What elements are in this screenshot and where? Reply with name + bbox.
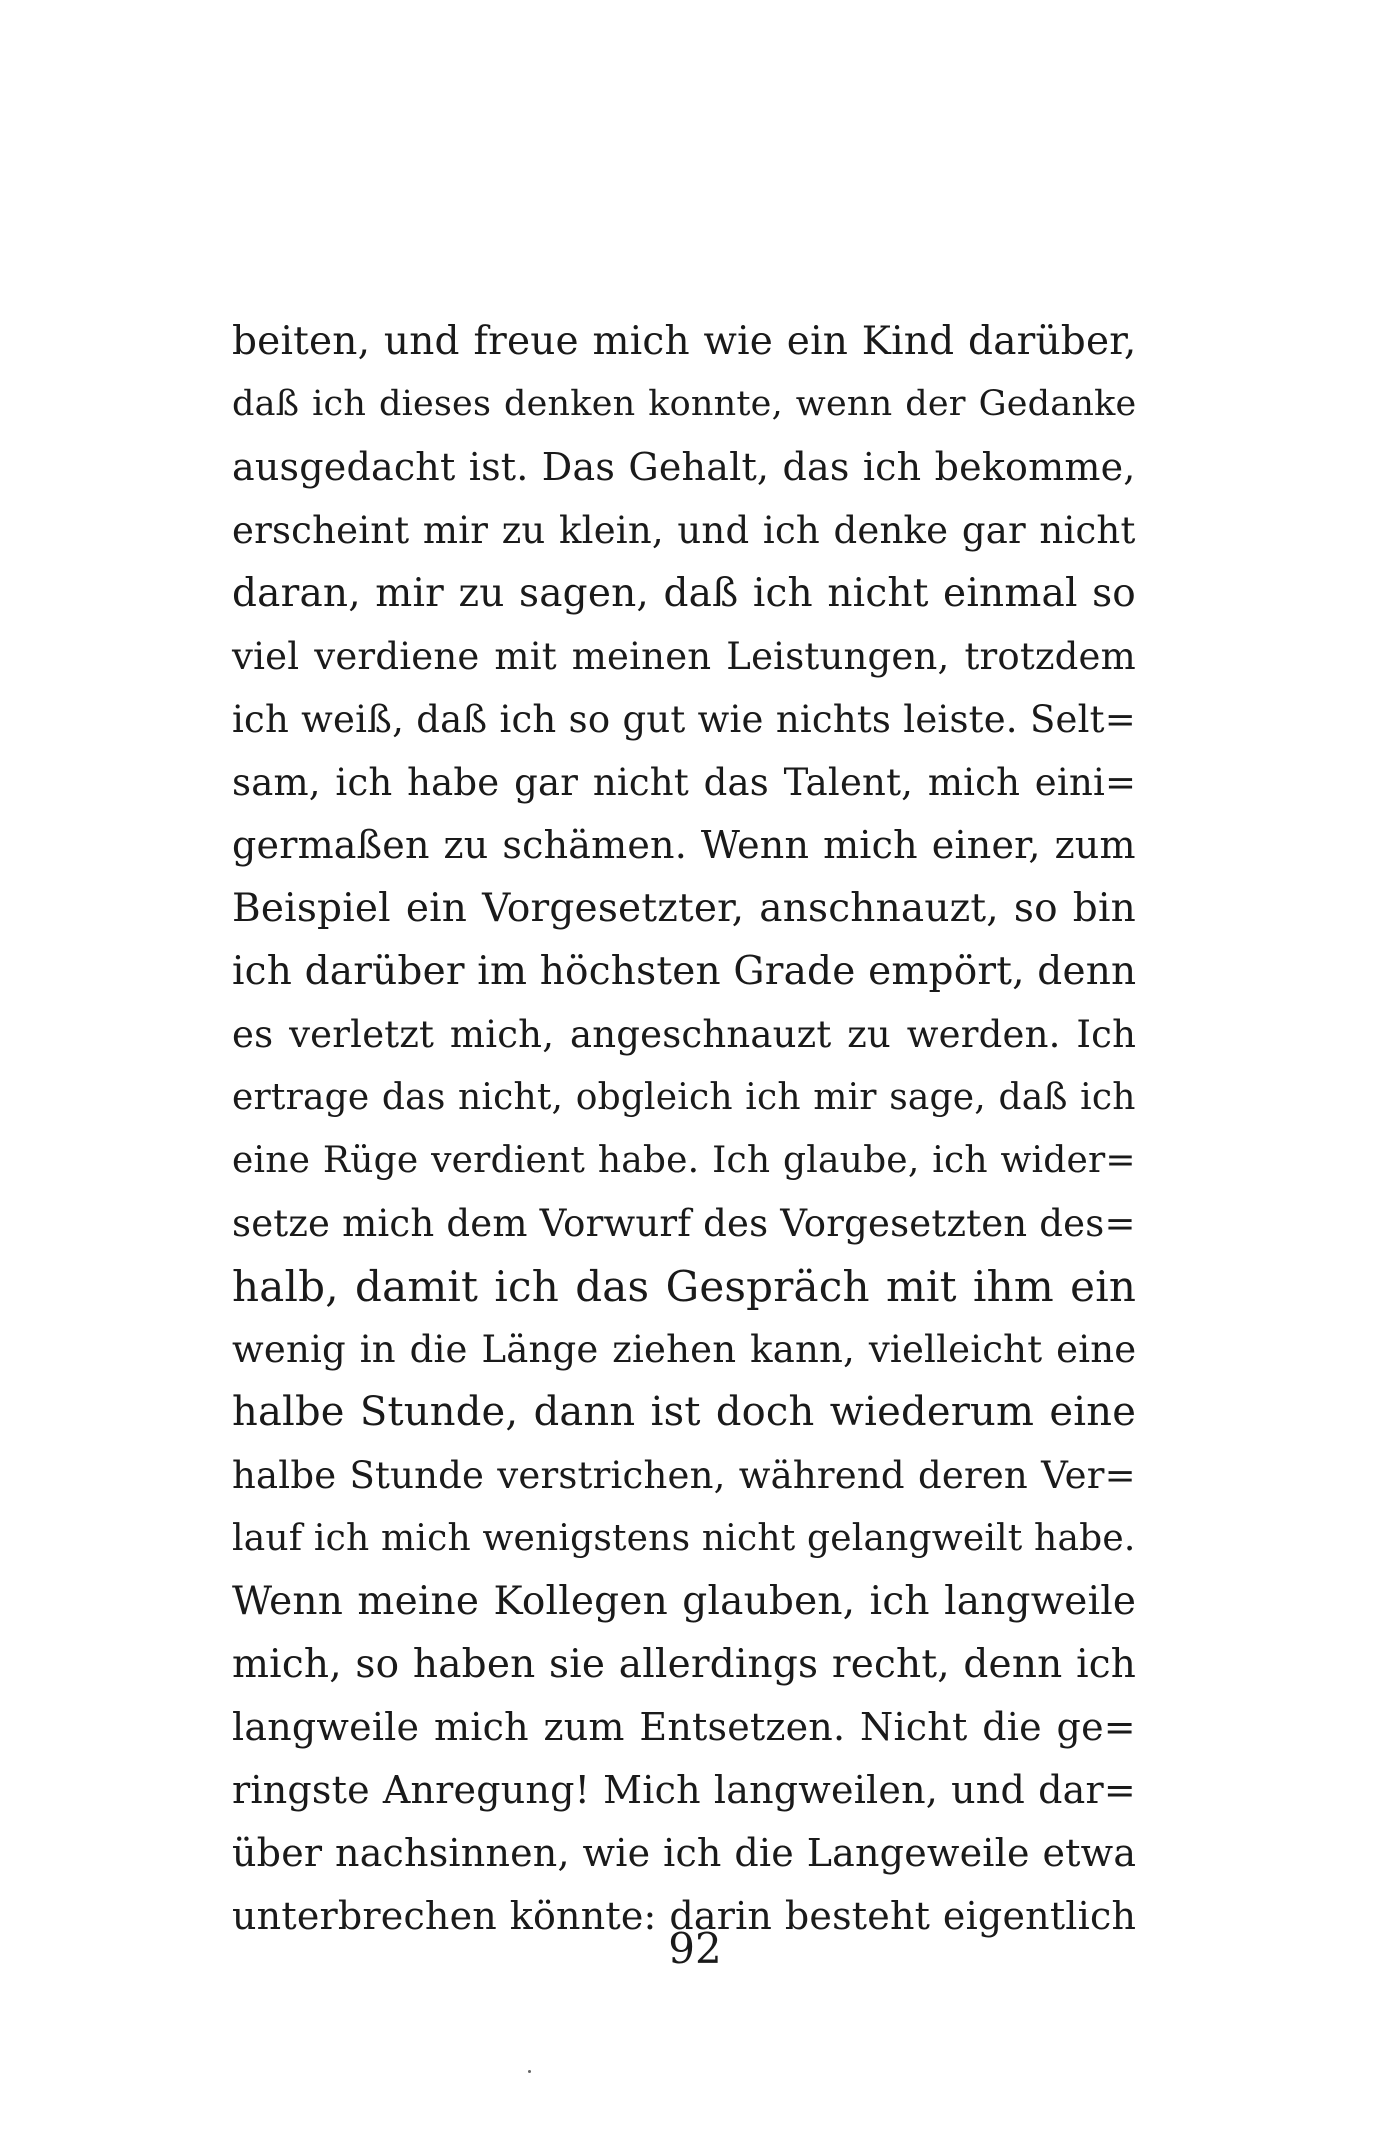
text-line: mich, so haben sie allerdings recht, denn ich — [232, 1642, 1137, 1687]
text-line: daß ich dieses denken konnte, wenn der Gedanke — [232, 384, 1137, 424]
text-line: es verletzt mich, angeschnauzt zu werden. Ich — [232, 1013, 1137, 1056]
text-line: halb, damit ich das Gespräch mit ihm ein — [232, 1262, 1137, 1311]
text-line: daran, mir zu sagen, daß ich nicht einmal so — [232, 571, 1136, 616]
text-line: Wenn meine Kollegen glauben, ich langweile — [232, 1579, 1137, 1624]
text-line: wenig in die Länge ziehen kann, vielleicht eine — [232, 1328, 1137, 1371]
text-line: ertrage das nicht, obgleich ich mir sage, daß ich — [232, 1077, 1136, 1118]
text-line: unterbrechen könnte: darin besteht eigentlich — [232, 1894, 1137, 1938]
text-line: erscheint mir zu klein, und ich denke gar nicht — [232, 509, 1136, 552]
text-line: über nachsinnen, wie ich die Langeweile etwa — [232, 1831, 1137, 1875]
text-line: ich darüber im höchsten Grade empört, denn — [232, 949, 1137, 994]
text-line: beiten, und freue mich wie ein Kind darüber, — [232, 319, 1137, 364]
text-line: viel verdiene mit meinen Leistungen, trotzdem — [232, 635, 1136, 678]
text-line: ich weiß, daß ich so gut wie nichts leiste. Selt= — [232, 698, 1136, 741]
text-line: halbe Stunde, dann ist doch wiederum eine — [232, 1389, 1137, 1435]
text-line: germaßen zu schämen. Wenn mich einer, zum — [232, 823, 1136, 867]
page-number: 92 — [668, 1924, 722, 1973]
text-line: halbe Stunde verstrichen, während deren Ver= — [232, 1454, 1136, 1497]
text-line: Beispiel ein Vorgesetzter, anschnauzt, so bin — [232, 886, 1136, 931]
body-text — [232, 310, 1136, 1948]
text-line: langweile mich zum Entsetzen. Nicht die ge= — [232, 1705, 1136, 1749]
text-line: ringste Anregung! Mich langweilen, und dar= — [232, 1768, 1136, 1812]
text-line: ausgedacht ist. Das Gehalt, das ich bekomme, — [232, 445, 1136, 489]
text-line: setze mich dem Vorwurf des Vorgesetzten des= — [232, 1202, 1136, 1245]
text-line: sam, ich habe gar nicht das Talent, mich eini= — [232, 761, 1137, 804]
print-speck — [528, 2070, 531, 2073]
text-line: lauf ich mich wenigstens nicht gelangweilt habe. — [232, 1518, 1136, 1559]
text-line: eine Rüge verdient habe. Ich glaube, ich wider= — [232, 1140, 1136, 1181]
